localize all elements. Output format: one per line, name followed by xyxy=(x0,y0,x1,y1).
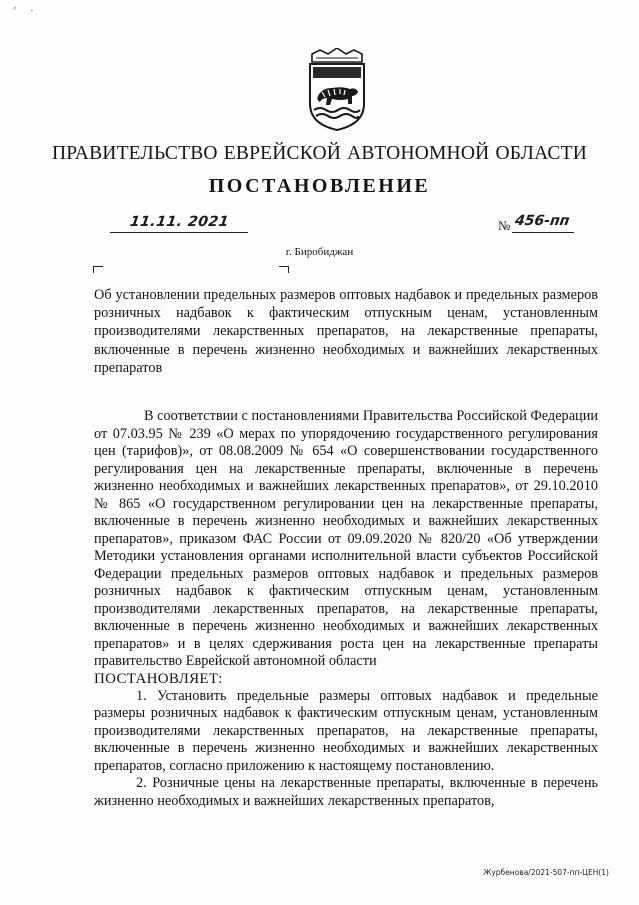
preamble-paragraph: В соответствии с постановлениями Правительства Российской Федерации от 07.03.95 № 239 «О мерах по упорядочению государственного регулирования цен (тарифов)», от 08.08.2009 № 654 «О совершенствовании государственного регулирования цен на лекарственные препараты, включенные в перечень жизненно необходимых и важнейших лекарственных препаратов», от 29.10.2010 № 865 «О государственном регулировании цен на лекарственные препараты, включенные в перечень жизненно необходимых и важнейших лекарственных препаратов», приказом ФАС России от 09.09.2020 № 820/20 «Об утверждении Методики установления органами исполнительной власти субъектов Российской Федерации предельных размеров оптовых надбавок и предельных размеров розничных надбавок к фактическим отпускным ценам, установленным производителями лекарственных препаратов, на лекарственные препараты, включенные в перечень жизненно необходимых и важнейших лекарственных препаратов» и в целях сдерживания роста цен на лекарственные препараты правительство Еврейской автономной области xyxy=(94,408,598,669)
document-type: ПОСТАНОВЛЕНИЕ xyxy=(208,175,431,197)
government-title: ПРАВИТЕЛЬСТВО ЕВРЕЙСКОЙ АВТОНОМНОЙ ОБЛАСТИ xyxy=(51,143,588,164)
item-2-paragraph: 2. Розничные цены на лекарственные препараты, включенные в перечень жизненно необходимых и важнейших лекарственных препаратов, xyxy=(94,775,598,809)
city-name: г. Биробиджан xyxy=(285,246,354,258)
coat-of-arms-tiger-icon xyxy=(298,48,376,132)
document-subject: Об установлении предельных размеров оптовых надбавок и предельных размеров розничных надбавок к фактическим отпускным ценам, установленным производителями лекарственных препаратов, на лекарственные препараты, включенные в перечень жизненно необходимых и важнейших лекарственных препаратов xyxy=(94,287,598,376)
resolves-heading: ПОСТАНОВЛЯЕТ: xyxy=(94,670,223,687)
document-date: 11.11. 2021 xyxy=(128,214,231,230)
document-body xyxy=(94,408,598,810)
number-label: № xyxy=(498,218,511,233)
subject-bracket-right xyxy=(279,266,289,273)
document-number: 456-пп xyxy=(513,213,571,229)
subject-bracket-left xyxy=(93,266,103,273)
footer-reference: Журбенова/2021-507-пп-ЦЕН(1) xyxy=(483,868,609,877)
item-1-paragraph: 1. Установить предельные размеры оптовых надбавок и предельные размеры розничных надбавок к фактическим отпускным ценам, установленным производителями лекарственных препаратов, на лекарственные препараты, включенные в перечень жизненно необходимых и важнейших лекарственных препаратов, согласно приложению к настоящему постановлению. xyxy=(94,687,598,774)
scan-specks: ' · xyxy=(14,6,40,17)
